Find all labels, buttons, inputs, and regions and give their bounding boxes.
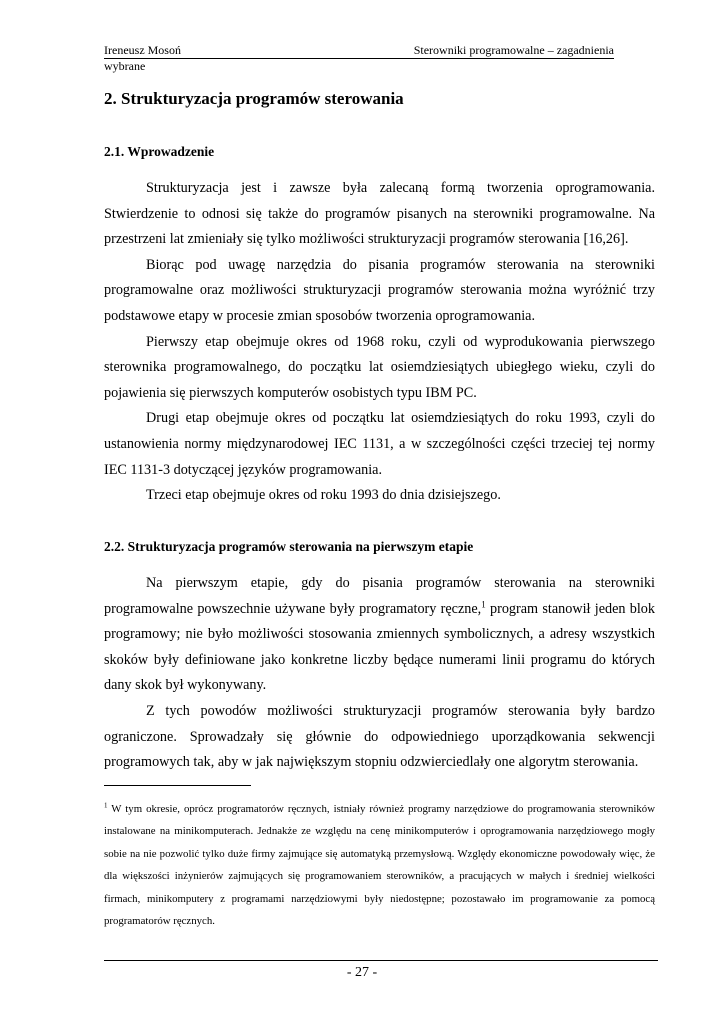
header-author: Ireneusz Mosoń	[104, 43, 181, 57]
paragraph	[104, 571, 655, 699]
section-title-2-2: 2.2. Strukturyzacja programów sterowania na pierwszym etapie	[104, 539, 474, 554]
paragraph: Strukturyzacja jest i zawsze była zalecaną formą tworzenia oprogramowania. Stwierdzenie to odnosi się także do programów pisanych na sterowniki programowalne. Na przestrzeni lat zmieniały się tylko możliwości strukturyzacji programów sterowania [16,26].	[104, 180, 655, 248]
header-title-continuation: wybrane	[104, 59, 146, 73]
paragraph-text: Na pierwszym etapie, gdy do pisania programów sterowania na sterowniki programowalne powszechnie używane były programatory ręczne,	[104, 575, 655, 617]
footnote-number: 1	[104, 801, 108, 810]
chapter-title: 2. Strukturyzacja programów sterowania	[104, 89, 404, 108]
footnote-reference[interactable]: 1	[481, 598, 486, 609]
footnote-text: W tym okresie, oprócz programatorów ręcznych, istniały również programy narzędziowe do programowania sterowników instalowane na minikomputerach. Jednakże ze względu na cenę minikomputerów i oprogramowania narzędziowego mogły sobie na nie pozwolić tylko duże firmy zajmujące się automatyką przemysłową. Względy ekonomiczne powodowały więc, że dla większości inżynierów zajmujących się programowaniem sterowników, a pracujących w małych i średniej wielkości firmach, minikomputery z programami narzędziowymi były niedostępne; pozostawało im programowanie za pomocą programatorów ręcznych.	[104, 803, 655, 928]
paragraph: Trzeci etap obejmuje okres od roku 1993 do dnia dzisiejszego.	[146, 487, 501, 504]
section-2-1-body	[104, 176, 655, 509]
paragraph: Drugi etap obejmuje okres od początku lat osiemdziesiątych do roku 1993, czyli do ustanowienia normy międzynarodowej IEC 1131, a w szczególności części trzeciej tej normy IEC 1131-3 dotyczącej języków programowania.	[104, 410, 655, 478]
paragraph: Biorąc pod uwagę narzędzia do pisania programów sterowania na sterowniki programowalne oraz możliwości strukturyzacji programów sterowania można wyróżnić trzy podstawowe etapy w procesie zmian sposobów tworzenia oprogramowania.	[104, 256, 655, 324]
paragraph: Pierwszy etap obejmuje okres od 1968 roku, czyli od wyprodukowania pierwszego sterownika programowalnego, do początku lat osiemdziesiątych ubiegłego wieku, czyli do pojawienia się pierwszych komputerów osobistych typu IBM PC.	[104, 333, 655, 401]
footer-rule	[104, 960, 658, 961]
footnote-separator	[104, 785, 251, 786]
section-title-2-1: 2.1. Wprowadzenie	[104, 144, 215, 159]
paragraph: Z tych powodów możliwości strukturyzacji programów sterowania były bardzo ograniczone. Sprowadzały się głównie do odpowiedniego uporządkowania sekwencji programowych tak, aby w jak największym stopniu odzwierciedlały one algorytm sterowania.	[104, 702, 655, 771]
paragraph-text: program stanowił jeden blok programowy; nie było możliwości stosowania zmiennych symbolicznych, a adresy wszystkich skoków były definiowane jako konkretne liczby będące numerami linii programu do których dany skok był wykonywany.	[104, 600, 655, 694]
footnote	[104, 798, 655, 932]
section-2-2-body	[104, 571, 655, 776]
header-title: Sterowniki programowalne – zagadnienia	[413, 43, 614, 57]
page-number: - 27 -	[346, 965, 378, 980]
header-rule	[104, 58, 614, 59]
